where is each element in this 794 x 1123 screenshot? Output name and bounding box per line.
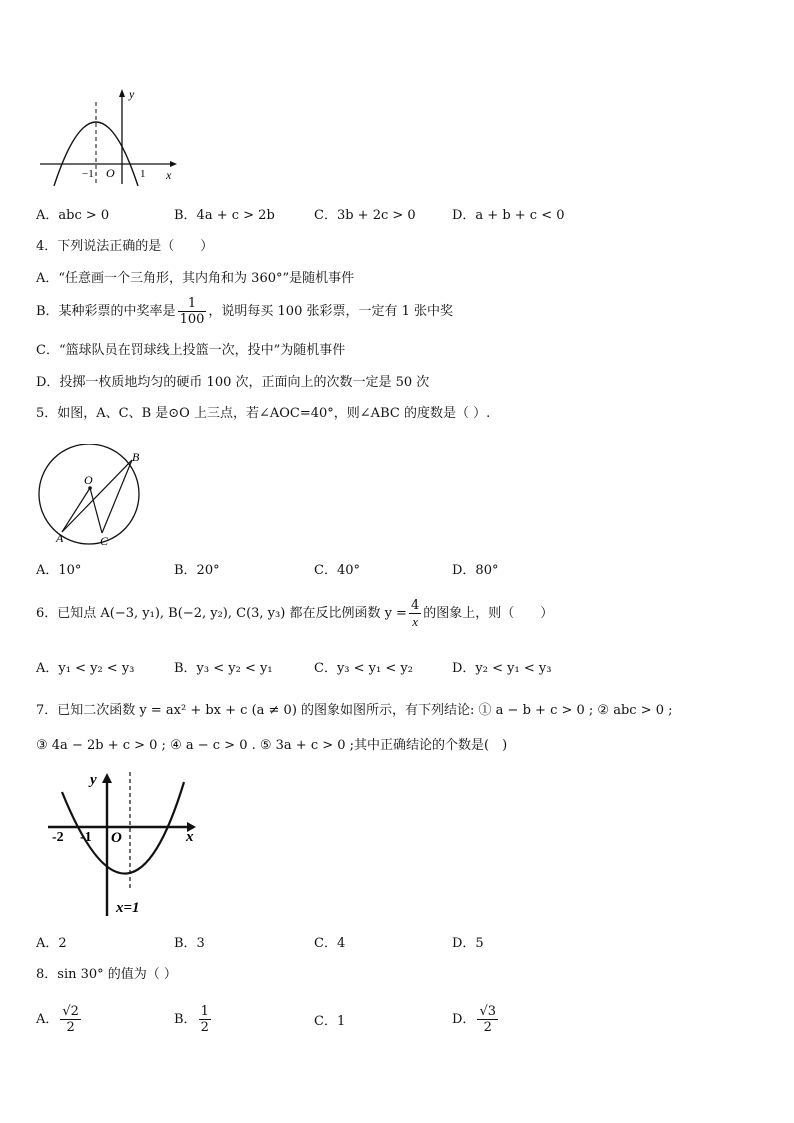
q8-a-den: 2 xyxy=(66,1020,75,1035)
q5-option-a: A．10° xyxy=(36,563,82,578)
q3-option-c: C．3b + 2c > 0 xyxy=(314,208,416,223)
y-axis-label: y xyxy=(90,772,97,788)
q6-option-d: D．y₂ < y₁ < y₃ xyxy=(452,661,552,676)
q8-option-d-label: D． xyxy=(452,1012,476,1027)
q8-option-a-frac xyxy=(60,1004,81,1035)
tick-1: 1 xyxy=(140,168,146,180)
q7-line2: ③ 4a − 2b + c > 0 ; ④ a − c > 0 . ⑤ 3a + c > 0 ;其中正确结论的个数是( ) xyxy=(36,738,508,753)
q8-option-d xyxy=(452,1004,500,1035)
q8-option-a xyxy=(36,1004,83,1035)
q8-option-b-label: B． xyxy=(174,1012,197,1027)
q7-option-a: A．2 xyxy=(36,936,67,951)
q7-option-d: D．5 xyxy=(452,936,484,951)
origin-label: O xyxy=(106,166,115,180)
q8-stem: 8．sin 30° 的值为（ ） xyxy=(36,967,177,982)
segment-cb xyxy=(102,460,132,533)
q8-d-num: √3 xyxy=(479,1004,496,1019)
segment-oa xyxy=(62,488,90,532)
q3-option-a: A．abc > 0 xyxy=(36,208,110,223)
q4-stem: 4．下列说法正确的是（ ） xyxy=(36,239,214,254)
q5-option-d: D．80° xyxy=(452,563,499,578)
q6-frac-den: x xyxy=(412,614,418,629)
x-axis-label: x xyxy=(166,168,172,182)
q6-option-c: C．y₃ < y₁ < y₂ xyxy=(314,661,413,676)
q4-option-b-post: ，说明每买 100 张彩票，一定有 1 张中奖 xyxy=(208,304,454,319)
q8-a-num: √2 xyxy=(62,1004,79,1019)
q8-option-b xyxy=(174,1004,213,1035)
q6-stem-pre: 6．已知点 A(−3, y₁), B(−2, y₂), C(3, y₃) 都在反比例函数 y = xyxy=(36,606,407,621)
q4-option-a: A．“任意画一个三角形，其内角和为 360°”是随机事件 xyxy=(36,271,355,286)
tick-neg1: -1 xyxy=(80,830,92,845)
q7-parabola-figure xyxy=(44,768,204,920)
q6-stem-post: 的图象上，则（ ） xyxy=(423,606,554,621)
q6-stem xyxy=(36,598,553,629)
q4-fraction xyxy=(178,296,207,327)
segment-ab xyxy=(62,460,132,532)
circle-o xyxy=(39,444,139,544)
q5-stem: 5．如图，A、C、B 是⊙O 上三点，若∠AOC=40°，则∠ABC 的度数是（ ）. xyxy=(36,406,491,421)
segment-oc xyxy=(90,488,102,533)
y-axis-arrow xyxy=(119,89,125,97)
q3-option-b: B．4a + c > 2b xyxy=(174,208,275,223)
x-axis-arrow xyxy=(170,161,177,167)
q4-option-c: C．“篮球队员在罚球线上投篮一次，投中”为随机事件 xyxy=(36,343,346,358)
label-a: A xyxy=(56,531,64,545)
label-o: O xyxy=(84,473,93,487)
q6-frac-num: 4 xyxy=(410,598,420,613)
q4-option-b-pre: B．某种彩票的中奖率是 xyxy=(36,304,176,319)
q8-option-a-label: A． xyxy=(36,1012,59,1027)
symmetry-axis-label: x=1 xyxy=(116,900,140,916)
origin-label: O xyxy=(111,830,122,846)
tick-neg1: −1 xyxy=(82,168,94,180)
x-axis-label: x xyxy=(186,829,194,845)
q6-fraction xyxy=(409,598,421,629)
q4-frac-num: 1 xyxy=(178,296,207,312)
q5-option-c: C．40° xyxy=(314,563,360,578)
q3-option-d: D．a + b + c < 0 xyxy=(452,208,565,223)
q3-parabola-figure xyxy=(36,86,186,186)
q6-option-b: B．y₃ < y₂ < y₁ xyxy=(174,661,273,676)
q4-frac-den: 100 xyxy=(179,312,205,327)
q7-option-c: C．4 xyxy=(314,936,346,951)
q8-option-b-frac xyxy=(199,1004,211,1035)
q6-option-a: A．y₁ < y₂ < y₃ xyxy=(36,661,135,676)
q4-option-d: D．投掷一枚质地均匀的硬币 100 次，正面向上的次数一定是 50 次 xyxy=(36,375,430,390)
label-c: C xyxy=(100,534,109,548)
q8-option-c: C．1 xyxy=(314,1014,346,1029)
q7-option-b: B．3 xyxy=(174,936,205,951)
q5-circle-figure xyxy=(30,444,150,554)
q8-b-num: 1 xyxy=(200,1004,209,1019)
q8-d-den: 2 xyxy=(483,1020,492,1035)
y-axis-label: y xyxy=(129,87,135,101)
label-b: B xyxy=(132,450,140,464)
y-axis-arrow xyxy=(102,773,112,783)
q5-option-b: B．20° xyxy=(174,563,220,578)
q8-option-d-frac xyxy=(477,1004,498,1035)
q7-line1: 7．已知二次函数 y = ax² + bx + c (a ≠ 0) 的图象如图所示，有下列结论: ① a − b + c > 0 ; ② abc > 0 ; xyxy=(36,703,673,718)
q4-option-b xyxy=(36,296,453,327)
q8-b-den: 2 xyxy=(200,1020,209,1035)
tick-neg2: -2 xyxy=(52,830,64,845)
